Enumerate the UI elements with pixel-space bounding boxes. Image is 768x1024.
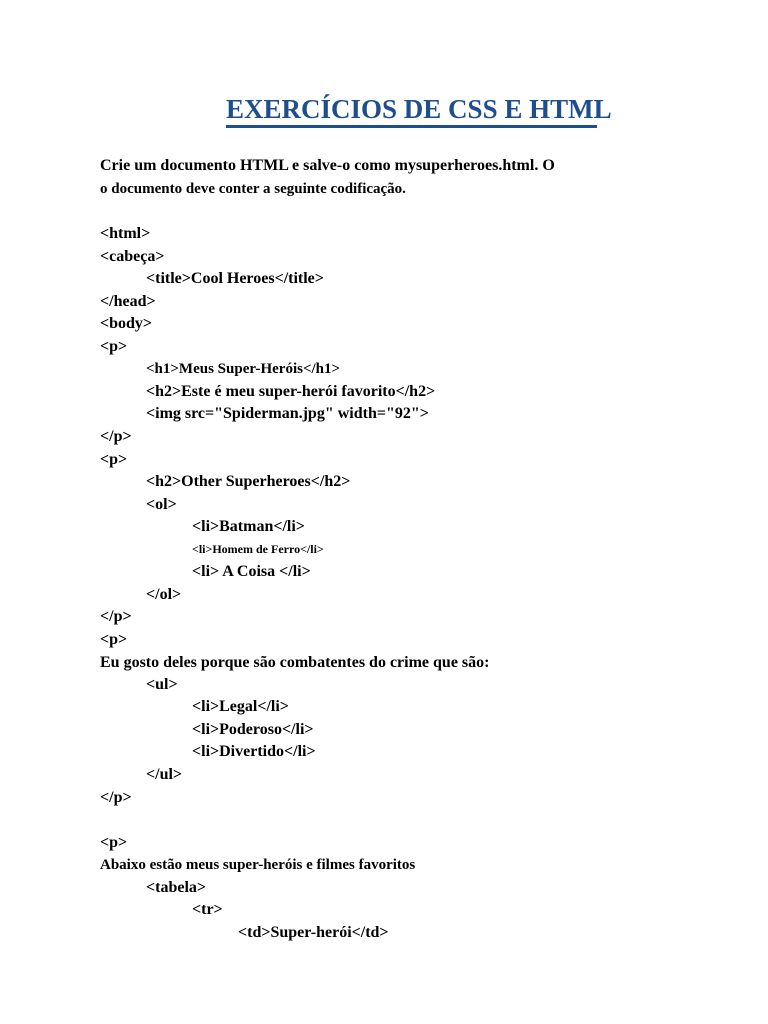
code-line: <li>Homem de Ferro</li>	[192, 542, 324, 556]
code-line: </p>	[100, 789, 132, 806]
code-line: <li>Divertido</li>	[192, 743, 316, 760]
code-line: <li>Batman</li>	[192, 518, 305, 535]
code-line: </ul>	[146, 766, 183, 783]
code-line: <ul>	[146, 676, 178, 693]
code-line: </p>	[100, 428, 132, 445]
code-line: <li>Poderoso</li>	[192, 721, 314, 738]
title-underline	[226, 125, 597, 128]
code-line: <body>	[100, 315, 153, 332]
code-line: <h1>Meus Super-Heróis</h1>	[146, 361, 341, 377]
code-line: </ol>	[146, 586, 182, 603]
intro-line: Crie um documento HTML e salve-o como mysuperheroes.html. O	[100, 157, 555, 174]
code-line: <html>	[100, 225, 151, 242]
code-line: <tabela>	[146, 879, 207, 896]
code-line: <p>	[100, 834, 128, 851]
code-line: <tr>	[192, 901, 223, 918]
code-line: <h2>Este é meu super-herói favorito</h2>	[146, 383, 436, 400]
code-line: </p>	[100, 608, 132, 625]
code-line: <li> A Coisa </li>	[192, 563, 311, 580]
document-title: EXERCÍCIOS DE CSS E HTML	[226, 94, 612, 124]
intro-line: o documento deve conter a seguinte codificação.	[100, 181, 406, 197]
code-line: Eu gosto deles porque são combatentes do crime que são:	[100, 654, 490, 671]
code-line: <p>	[100, 451, 128, 468]
code-line: <cabeça>	[100, 248, 165, 265]
code-line: </head>	[100, 293, 156, 310]
code-line: <p>	[100, 338, 128, 355]
code-line: <title>Cool Heroes</title>	[146, 270, 324, 287]
code-line: <h2>Other Superheroes</h2>	[146, 473, 351, 490]
code-line: <li>Legal</li>	[192, 698, 289, 715]
code-line: <p>	[100, 631, 128, 648]
code-line: <img src="Spiderman.jpg" width="92">	[146, 405, 429, 422]
code-line: Abaixo estão meus super-heróis e filmes favoritos	[100, 857, 416, 873]
code-line: <ol>	[146, 496, 177, 513]
code-line: <td>Super-herói</td>	[238, 924, 389, 941]
